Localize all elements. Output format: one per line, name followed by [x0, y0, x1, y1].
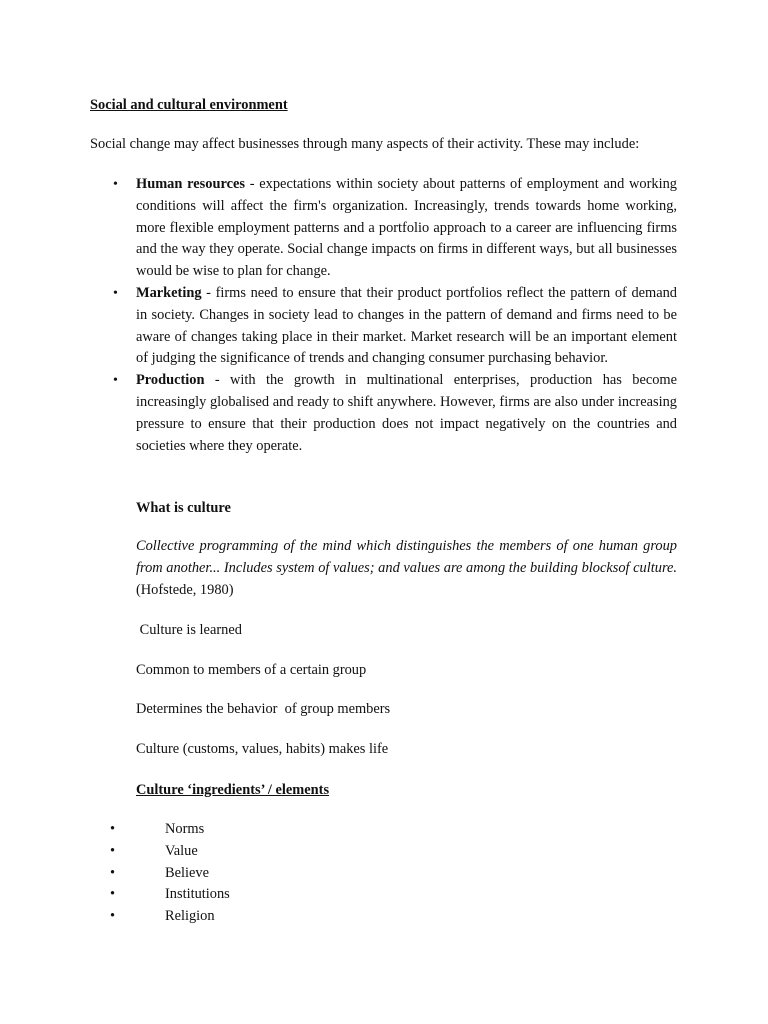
bullet-term: Production: [136, 372, 205, 389]
intro-paragraph: Social change may affect businesses through many aspects of their activity. These may include:: [90, 136, 640, 152]
bullet-dot: •: [110, 886, 116, 903]
bullet-dot: •: [110, 908, 116, 925]
bullet-text: - with the growth in multinational enterprises, production has become increasingly globalised and ready to shift anywhere. However, firms are also under increasing pressure to ensure that their production does not impact negatively on the countries and societies where they operate.: [136, 372, 677, 454]
bullet-item-marketing: [113, 283, 677, 370]
elements-heading: Culture ‘ingredients’ / elements: [136, 782, 330, 798]
bullet-term: Human resources: [136, 176, 245, 192]
culture-line-learned: Culture is learned: [136, 622, 242, 638]
element-label: Religion: [165, 908, 215, 925]
bullet-list: [113, 174, 678, 457]
bullet-item-human-resources: [113, 174, 678, 283]
culture-line-behavior: Determines the behavior of group members: [136, 701, 391, 717]
element-label: Value: [165, 842, 198, 859]
quote-text: Collective programming of the mind which distinguishes the members of one human group from another... Includes system of values; and values are among the building blocksof culture.: [136, 538, 677, 576]
bullet-dot: •: [113, 177, 118, 192]
bullet-text: - expectations within society about patterns of employment and working conditions will affect the firm's organization. Increasingly, trends towards home working, more flexible employment patterns and a portfolio approach to a career are influencing firms and the way they operate. Social change impacts on firms in different ways, but all businesses would be wise to plan for change.: [136, 176, 678, 280]
bullet-dot: •: [113, 373, 118, 389]
section-heading: Social and cultural environment: [90, 97, 288, 113]
element-label: Norms: [165, 821, 205, 837]
bullet-term: Marketing: [136, 284, 202, 301]
bullet-text: - firms need to ensure that their product portfolios reflect the pattern of demand in society. Changes in society lead to changes in the pattern of demand and firms need to be aware of changes taking place in their market. Market research will be an important element of judging the significance of trends and changing consumer purchasing behavior.: [136, 284, 677, 367]
element-label: Believe: [165, 864, 209, 881]
hofstede-quote: [136, 536, 677, 601]
bullet-dot: •: [110, 842, 116, 859]
culture-line-common: Common to members of a certain group: [136, 662, 367, 678]
culture-heading: What is culture: [136, 500, 231, 516]
bullet-dot: •: [113, 285, 118, 301]
element-label: Institutions: [165, 886, 230, 903]
bullet-item-production: [113, 370, 677, 457]
culture-line-life: Culture (customs, values, habits) makes life: [136, 741, 389, 757]
quote-citation: (Hofstede, 1980): [136, 581, 234, 598]
bullet-dot: •: [110, 821, 116, 837]
bullet-dot: •: [110, 864, 116, 881]
